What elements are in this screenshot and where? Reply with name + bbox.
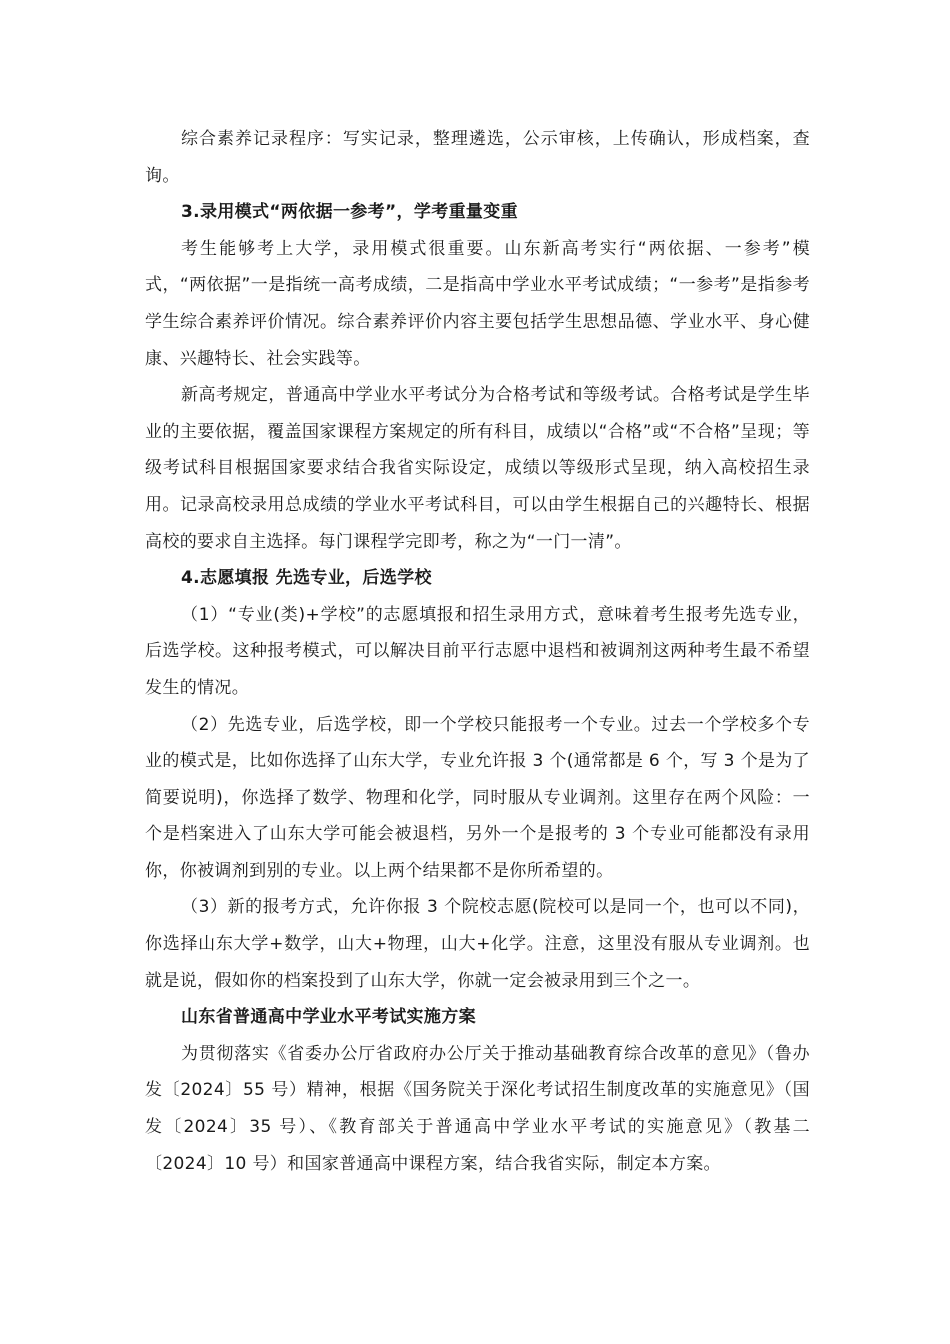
paragraph-implementation-plan: 为贯彻落实《省委办公厅省政府办公厅关于推动基础教育综合改革的意见》（鲁办发〔2024〕55 号）精神，根据《国务院关于深化考试招生制度改革的实施意见》（国发〔2024〕35 号）、《教育部关于普通高中学业水平考试的实施意见》（教基二〔2024〕10 号）和国家普通高中课程方案，结合我省实际，制定本方案。 [145, 1043, 810, 1174]
paragraph-record-procedure: 综合素养记录程序：写实记录，整理遴选，公示审核，上传确认，形成档案，查询。 [145, 129, 810, 186]
paragraph-application-1: （1）“专业(类)+学校”的志愿填报和招生录用方式，意味着考生报考先选专业，后选学校。这种报考模式，可以解决目前平行志愿中退档和被调剂这两种考生最不希望发生的情况。 [145, 604, 810, 698]
section-heading-implementation-plan: 山东省普通高中学业水平考试实施方案 [181, 1007, 476, 1028]
paragraph-exam-rules: 新高考规定，普通高中学业水平考试分为合格考试和等级考试。合格考试是学生毕业的主要依据，覆盖国家课程方案规定的所有科目，成绩以“合格”或“不合格”呈现；等级考试科目根据国家要求结合我省实际设定，成绩以等级形式呈现，纳入高校招生录用。记录高校录用总成绩的学业水平考试科目，可以由学生根据自己的兴趣特长、根据高校的要求自主选择。每门课程学完即考，称之为“一门一清”。 [145, 385, 810, 552]
section-heading-admission-mode: 3.录用模式“两依据一参考”，学考重量变重 [181, 202, 518, 223]
section-heading-application: 4.志愿填报 先选专业，后选学校 [181, 568, 432, 589]
document-page [145, 121, 810, 1182]
paragraph-admission-mode: 考生能够考上大学，录用模式很重要。山东新高考实行“两依据、一参考”模式，“两依据”一是指统一高考成绩，二是指高中学业水平考试成绩；“一参考”是指参考学生综合素养评价情况。综合素养评价内容主要包括学生思想品德、学业水平、身心健康、兴趣特长、社会实践等。 [145, 238, 810, 369]
paragraph-application-3: （3）新的报考方式，允许你报 3 个院校志愿(院校可以是同一个，也可以不同)，你选择山东大学+数学，山大+物理，山大+化学。注意，这里没有服从专业调剂。也就是说，假如你的档案投到了山东大学，你就一定会被录用到三个之一。 [145, 897, 810, 991]
paragraph-application-2: （2）先选专业，后选学校，即一个学校只能报考一个专业。过去一个学校多个专业的模式是，比如你选择了山东大学，专业允许报 3 个(通常都是 6 个，写 3 个是为了简要说明)，你选择了数学、物理和化学，同时服从专业调剂。这里存在两个风险：一个是档案进入了山东大学可能会被退档，另外一个是报考的 3 个专业可能都没有录用你，你被调剂到别的专业。以上两个结果都不是你所希望的。 [145, 714, 810, 881]
